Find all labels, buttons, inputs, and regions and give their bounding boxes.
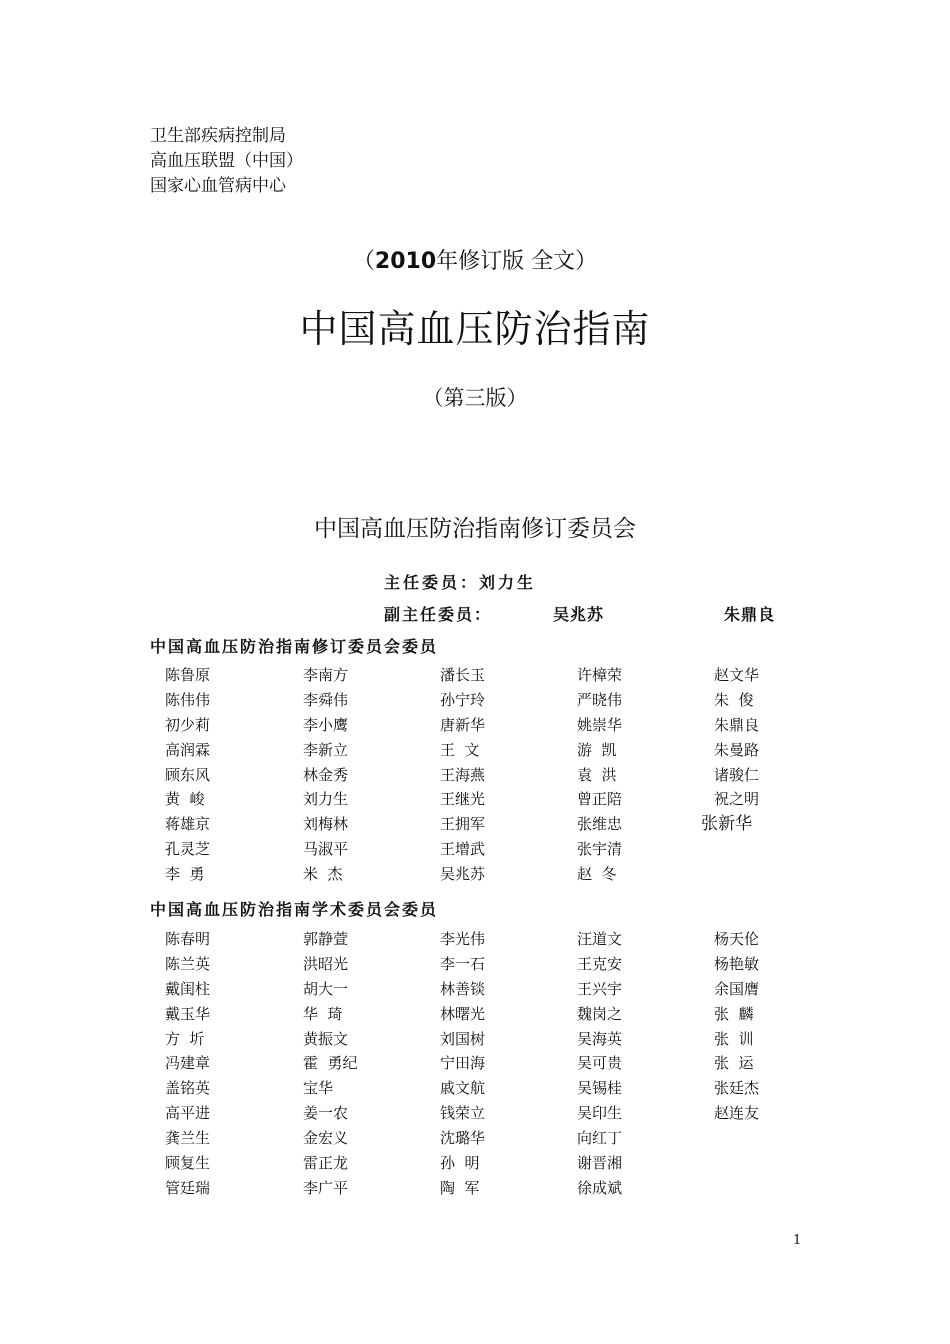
member-name: 王 文 bbox=[440, 740, 480, 759]
member-name: 戚文航 bbox=[440, 1079, 486, 1098]
member-name: 汪道文 bbox=[577, 930, 623, 948]
member-name: 黄 峻 bbox=[165, 790, 205, 809]
member-name: 张新华 bbox=[701, 814, 752, 835]
chair-line bbox=[384, 570, 536, 593]
member-name: 顾复生 bbox=[165, 1154, 211, 1173]
member-name: 张廷杰 bbox=[714, 1079, 760, 1098]
member-name: 王增武 bbox=[440, 840, 486, 859]
vice-chair-label: 副主任委员： bbox=[384, 605, 493, 624]
member-name: 谢晋湘 bbox=[577, 1154, 623, 1173]
member-name: 徐成斌 bbox=[577, 1178, 623, 1197]
member-name: 曾正陪 bbox=[577, 790, 623, 809]
member-name: 王继光 bbox=[440, 790, 486, 809]
member-name: 沈璐华 bbox=[440, 1129, 486, 1148]
member-name: 朱曼路 bbox=[714, 740, 760, 759]
org-line-2: 高血压联盟（中国） bbox=[150, 151, 303, 171]
member-name: 李舜伟 bbox=[303, 690, 349, 709]
page-number: 1 bbox=[793, 1233, 802, 1248]
version-subtitle bbox=[0, 244, 950, 275]
member-name: 游 凯 bbox=[577, 740, 617, 759]
member-name: 吴可贵 bbox=[577, 1054, 623, 1073]
member-name: 顾东风 bbox=[165, 765, 211, 784]
member-name: 王拥军 bbox=[440, 815, 486, 834]
member-name: 管廷瑞 bbox=[165, 1178, 211, 1197]
member-name: 陈兰英 bbox=[165, 954, 211, 973]
member-name: 盖铭英 bbox=[165, 1079, 211, 1098]
member-name: 吴海英 bbox=[577, 1029, 623, 1048]
member-name: 林金秀 bbox=[303, 765, 349, 784]
member-name: 高平进 bbox=[165, 1104, 211, 1123]
org-line-1: 卫生部疾病控制局 bbox=[150, 126, 286, 146]
member-name: 杨艳敏 bbox=[714, 954, 760, 973]
member-name: 张 麟 bbox=[714, 1004, 754, 1023]
member-name: 宁田海 bbox=[440, 1054, 486, 1073]
member-name: 李新立 bbox=[303, 740, 349, 759]
member-name: 戴闺柱 bbox=[165, 979, 211, 998]
member-name: 林曙光 bbox=[440, 1004, 486, 1023]
member-name: 严晓伟 bbox=[577, 690, 623, 709]
member-name: 杨天伦 bbox=[714, 930, 760, 948]
member-name: 赵连友 bbox=[714, 1104, 760, 1123]
member-name: 李小鹰 bbox=[303, 715, 349, 734]
member-name: 赵 冬 bbox=[577, 865, 617, 884]
member-name: 雷正龙 bbox=[303, 1154, 349, 1173]
member-name: 刘国树 bbox=[440, 1029, 486, 1048]
member-name: 马淑平 bbox=[303, 840, 349, 859]
member-name: 戴玉华 bbox=[165, 1004, 211, 1023]
member-name: 郭静萱 bbox=[303, 930, 349, 948]
academic-committee-heading: 中国高血压防治指南学术委员会委员 bbox=[150, 900, 439, 919]
member-name: 陶 军 bbox=[440, 1178, 480, 1197]
member-name: 吴兆苏 bbox=[440, 865, 486, 884]
document-title: 中国高血压防治指南 bbox=[299, 307, 651, 351]
subtitle-year: 2010 bbox=[374, 249, 437, 274]
member-name: 李南方 bbox=[303, 666, 349, 684]
member-name: 向红丁 bbox=[577, 1129, 623, 1148]
member-name: 霍 勇纪 bbox=[303, 1054, 358, 1073]
member-name: 初少莉 bbox=[165, 715, 211, 734]
member-name: 龚兰生 bbox=[165, 1129, 211, 1148]
member-name: 陈伟伟 bbox=[165, 690, 211, 709]
member-name: 朱 俊 bbox=[714, 690, 754, 709]
revision-committee-heading: 中国高血压防治指南修订委员会委员 bbox=[150, 637, 439, 656]
member-name: 华 琦 bbox=[303, 1004, 343, 1023]
member-name: 朱鼎良 bbox=[714, 715, 760, 734]
org-line-3: 国家心血管病中心 bbox=[150, 176, 286, 196]
member-name: 李光伟 bbox=[440, 930, 486, 948]
member-name: 黄振文 bbox=[303, 1029, 349, 1048]
member-name: 李一石 bbox=[440, 954, 486, 973]
member-name: 赵文华 bbox=[714, 666, 760, 684]
member-name: 蒋雄京 bbox=[165, 815, 211, 834]
member-name: 陈春明 bbox=[165, 930, 211, 948]
member-name: 余国膺 bbox=[714, 979, 760, 998]
member-name: 张 训 bbox=[714, 1029, 754, 1048]
member-name: 洪昭光 bbox=[303, 954, 349, 973]
member-name: 王海燕 bbox=[440, 765, 486, 784]
member-name: 诸骏仁 bbox=[714, 765, 760, 784]
member-name: 宝华 bbox=[303, 1079, 334, 1098]
member-name: 张宇清 bbox=[577, 840, 623, 859]
subtitle-open: （ bbox=[352, 249, 375, 274]
member-name: 李广平 bbox=[303, 1178, 349, 1197]
member-name: 林善锬 bbox=[440, 979, 486, 998]
member-name: 袁 洪 bbox=[577, 765, 617, 784]
member-name: 王克安 bbox=[577, 954, 623, 973]
chair-label: 主任委员： bbox=[384, 573, 480, 592]
member-name: 张维忠 bbox=[577, 815, 623, 834]
vice-chair-name-1: 吴兆苏 bbox=[553, 605, 605, 624]
member-name: 陈鲁原 bbox=[165, 666, 211, 684]
member-name: 方 圻 bbox=[165, 1029, 205, 1048]
member-name: 吴印生 bbox=[577, 1104, 623, 1123]
member-name: 潘长玉 bbox=[440, 666, 486, 684]
member-name: 孔灵芝 bbox=[165, 840, 211, 859]
committee-title: 中国高血压防治指南修订委员会 bbox=[314, 516, 636, 542]
member-name: 金宏义 bbox=[303, 1129, 349, 1148]
member-name: 高润霖 bbox=[165, 740, 211, 759]
member-name: 唐新华 bbox=[440, 715, 486, 734]
chair-name: 刘力生 bbox=[479, 573, 537, 592]
member-name: 许樟荣 bbox=[577, 666, 623, 684]
edition-label: （第三版） bbox=[422, 386, 528, 410]
member-name: 王兴宇 bbox=[577, 979, 623, 998]
member-name: 李 勇 bbox=[165, 865, 205, 884]
member-name: 吴锡桂 bbox=[577, 1079, 623, 1098]
member-name: 姚崇华 bbox=[577, 715, 623, 734]
member-name: 冯建章 bbox=[165, 1054, 211, 1073]
member-name: 刘力生 bbox=[303, 790, 349, 809]
vice-chair-name-2: 朱鼎良 bbox=[724, 605, 776, 624]
subtitle-rest: 年修订版 全文） bbox=[436, 249, 598, 274]
member-name: 孙宁玲 bbox=[440, 690, 486, 709]
member-name: 钱荣立 bbox=[440, 1104, 486, 1123]
member-name: 刘梅林 bbox=[303, 815, 349, 834]
member-name: 姜一农 bbox=[303, 1104, 349, 1123]
member-name: 米 杰 bbox=[303, 865, 343, 884]
member-name: 孙 明 bbox=[440, 1154, 480, 1173]
member-name: 魏岗之 bbox=[577, 1004, 623, 1023]
member-name: 张 运 bbox=[714, 1054, 754, 1073]
member-name: 祝之明 bbox=[714, 790, 760, 809]
member-name: 胡大一 bbox=[303, 979, 349, 998]
